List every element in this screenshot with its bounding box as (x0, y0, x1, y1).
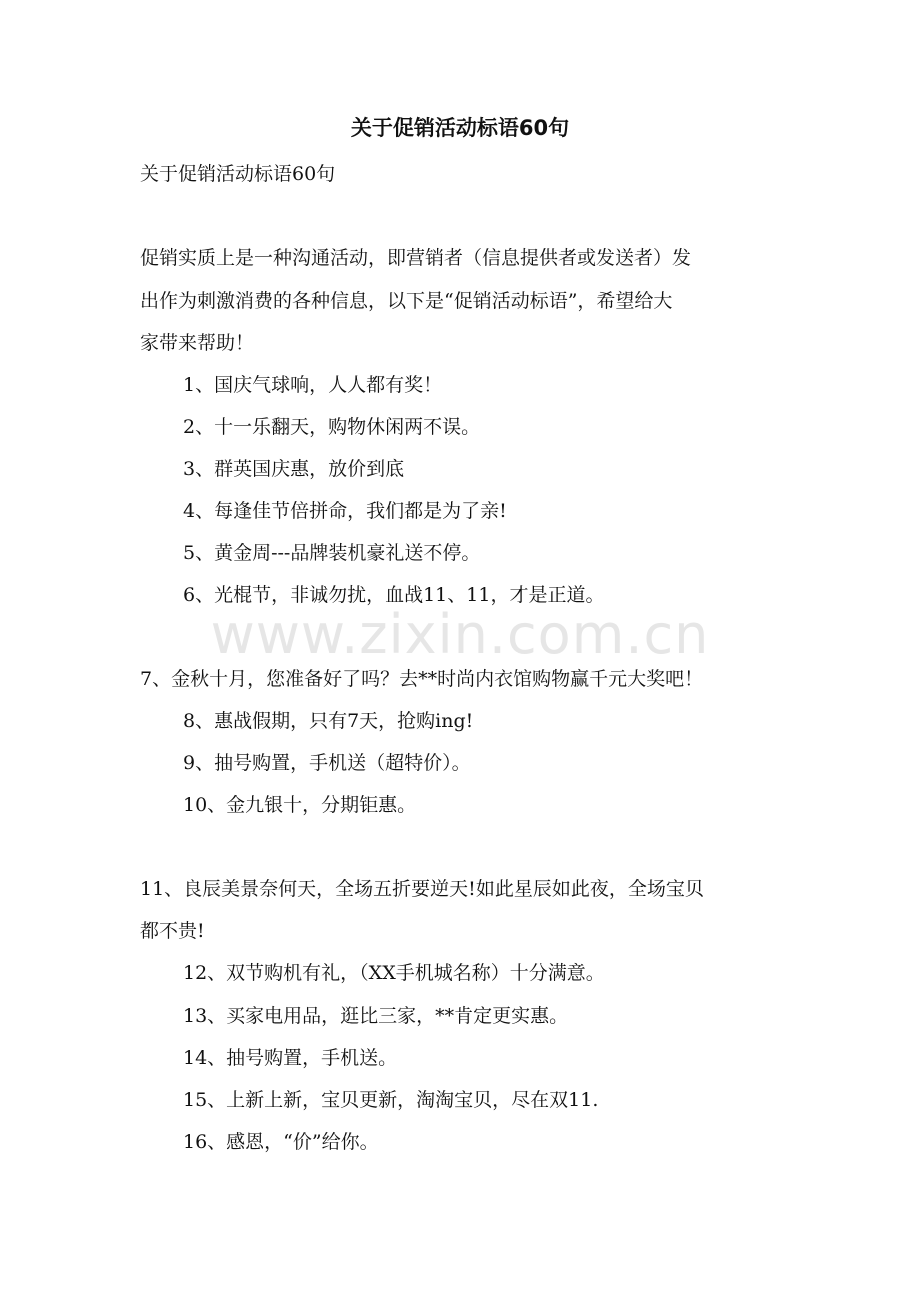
intro-line: 促销实质上是一种沟通活动，即营销者（信息提供者或发送者）发 (140, 247, 692, 269)
slogan-item: 9、抽号购置，手机送（超特价）。 (183, 752, 471, 774)
document-subtitle: 关于促销活动标语60句 (140, 163, 336, 185)
slogan-item: 15、上新上新，宝贝更新，淘淘宝贝，尽在双11. (183, 1089, 599, 1111)
slogan-item: 14、抽号购置，手机送。 (183, 1047, 398, 1069)
slogan-item: 16、感恩，“价”给你。 (183, 1131, 379, 1153)
slogan-item: 1、国庆气球响，人人都有奖！ (183, 374, 443, 396)
slogan-item: 10、金九银十，分期钜惠。 (183, 794, 417, 816)
slogan-item-continued: 都不贵! (140, 920, 205, 942)
intro-line: 家带来帮助！ (140, 332, 255, 354)
document-title: 关于促销活动标语60句 (350, 116, 570, 140)
slogan-item: 11、良辰美景奈何天，全场五折要逆天!如此星辰如此夜，全场宝贝 (140, 878, 704, 900)
slogan-item: 4、每逢佳节倍拼命，我们都是为了亲! (183, 500, 507, 522)
intro-line: 出作为刺激消费的各种信息，以下是“促销活动标语”，希望给大 (140, 290, 673, 312)
slogan-item: 13、买家电用品，逛比三家，**肯定更实惠。 (183, 1005, 569, 1027)
slogan-item: 7、金秋十月，您准备好了吗？去**时尚内衣馆购物赢千元大奖吧！ (140, 668, 704, 690)
slogan-item: 8、惠战假期，只有7天，抢购ing! (183, 710, 474, 732)
slogan-item: 3、群英国庆惠，放价到底 (183, 458, 405, 480)
slogan-item: 6、光棍节，非诚勿扰，血战11、11，才是正道。 (183, 584, 605, 606)
watermark: www.zixin.com.cn (210, 603, 710, 666)
slogan-item: 2、十一乐翻天，购物休闲两不误。 (183, 416, 481, 438)
slogan-item: 12、双节购机有礼，（XX手机城名称）十分满意。 (183, 962, 605, 984)
slogan-item: 5、黄金周---品牌装机豪礼送不停。 (183, 542, 481, 564)
